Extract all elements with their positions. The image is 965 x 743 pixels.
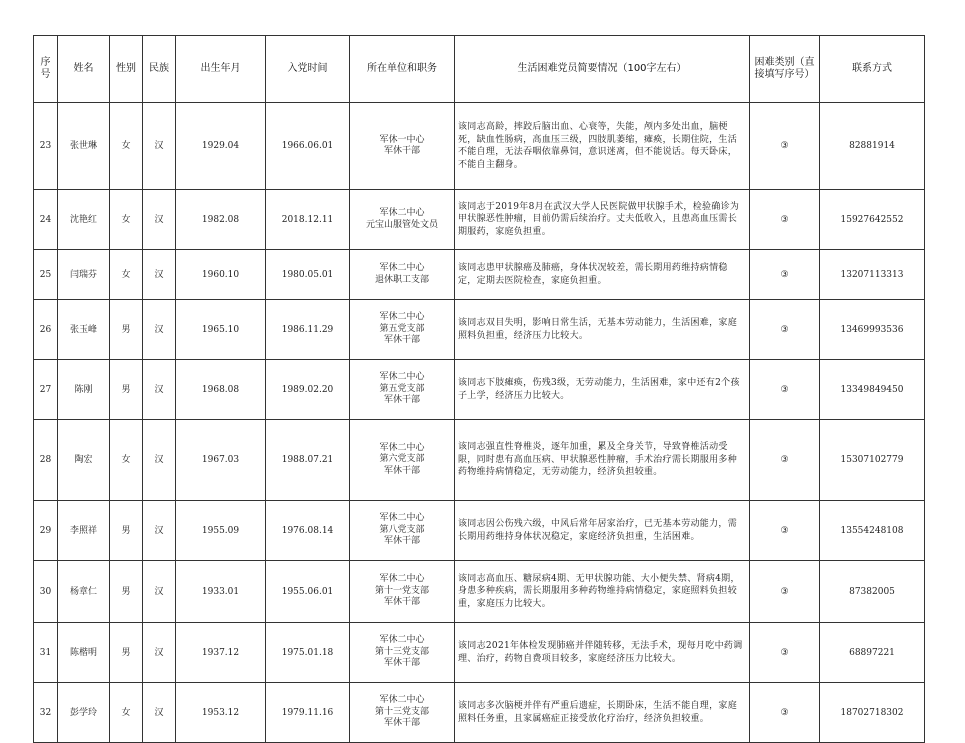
cell-ethnicity: 汉 <box>143 561 176 623</box>
cell-contact: 87382005 <box>820 561 925 623</box>
cell-name: 彭学玲 <box>58 683 110 743</box>
unit-line: 军休干部 <box>383 146 420 156</box>
cell-name: 闫瑞芬 <box>58 250 110 300</box>
table-row <box>34 501 925 561</box>
header-row <box>34 36 925 103</box>
col-header-category: 困难类别（直接填写序号） <box>750 36 820 103</box>
unit-line: 第五党支部 <box>379 323 425 334</box>
cell-category: ③ <box>750 420 820 501</box>
cell-contact: 13349849450 <box>820 360 925 420</box>
cell-ethnicity: 汉 <box>143 360 176 420</box>
unit-line: 军休二中心 <box>379 513 425 524</box>
cell-unit <box>350 623 455 683</box>
table-row <box>34 360 925 420</box>
cell-birth: 1955.09 <box>176 501 266 561</box>
cell-contact: 15307102779 <box>820 420 925 501</box>
unit-line: 军休二中心 <box>379 574 425 585</box>
cell-name: 陶宏 <box>58 420 110 501</box>
cell-name: 李照祥 <box>58 501 110 561</box>
cell-name: 张世琳 <box>58 103 110 190</box>
table-row <box>34 561 925 623</box>
cell-gender: 男 <box>110 360 143 420</box>
cell-category: ③ <box>750 190 820 250</box>
unit-line: 军休干部 <box>383 597 420 608</box>
col-header-join: 入党时间 <box>266 36 350 103</box>
cell-unit <box>350 103 455 190</box>
col-header-ethnicity: 民族 <box>143 36 176 103</box>
cell-contact: 13207113313 <box>820 250 925 300</box>
col-header-birth: 出生年月 <box>176 36 266 103</box>
cell-gender: 女 <box>110 420 143 501</box>
col-header-name: 姓名 <box>58 36 110 103</box>
unit-line: 军休二中心 <box>379 312 425 323</box>
cell-situation: 该同志因公伤残六级，中风后常年居家治疗，已无基本劳动能力，需长期用药维持身体状况稳定，家庭经济负担重，生活困难。 <box>455 501 750 561</box>
cell-situation: 该同志下肢瘫痪，伤残3级，无劳动能力，生活困难，家中还有2个孩子上学，经济压力比较大。 <box>455 360 750 420</box>
cell-unit <box>350 683 455 743</box>
unit-line: 军休干部 <box>383 658 420 669</box>
cell-birth: 1953.12 <box>176 683 266 743</box>
cell-ethnicity: 汉 <box>143 623 176 683</box>
cell-join: 1988.07.21 <box>266 420 350 501</box>
cell-category: ③ <box>750 501 820 561</box>
cell-birth: 1929.04 <box>176 103 266 190</box>
cell-category: ③ <box>750 250 820 300</box>
table-row <box>34 300 925 360</box>
cell-no: 29 <box>34 501 58 561</box>
cell-contact: 15927642552 <box>820 190 925 250</box>
cell-name: 沈艳红 <box>58 190 110 250</box>
cell-join: 1979.11.16 <box>266 683 350 743</box>
unit-line: 军休二中心 <box>379 635 425 646</box>
cell-gender: 男 <box>110 501 143 561</box>
cell-category: ③ <box>750 623 820 683</box>
unit-line: 退休职工支部 <box>374 274 429 285</box>
cell-join: 2018.12.11 <box>266 190 350 250</box>
cell-category: ③ <box>750 103 820 190</box>
cell-category: ③ <box>750 360 820 420</box>
cell-join: 1975.01.18 <box>266 623 350 683</box>
unit-line: 第十三党支部 <box>374 706 429 717</box>
cell-join: 1955.06.01 <box>266 561 350 623</box>
cell-no: 28 <box>34 420 58 501</box>
table-row <box>34 250 925 300</box>
unit-line: 军休一中心 <box>379 134 425 145</box>
cell-name: 张玉峰 <box>58 300 110 360</box>
cell-gender: 女 <box>110 683 143 743</box>
unit-line: 元宝山服管处文员 <box>365 219 438 230</box>
cell-birth: 1967.03 <box>176 420 266 501</box>
unit-line: 军休干部 <box>383 465 420 476</box>
cell-gender: 男 <box>110 561 143 623</box>
cell-ethnicity: 汉 <box>143 190 176 250</box>
unit-line: 军休二中心 <box>379 372 425 383</box>
unit-line: 军休二中心 <box>379 263 425 273</box>
cell-birth: 1937.12 <box>176 623 266 683</box>
unit-line: 第十三党支部 <box>374 646 429 657</box>
cell-join: 1980.05.01 <box>266 250 350 300</box>
unit-line: 第五党支部 <box>379 383 425 394</box>
cell-unit <box>350 190 455 250</box>
cell-category: ③ <box>750 683 820 743</box>
cell-situation: 该同志高血压、糖尿病4期、无甲状腺功能、大小便失禁、肾病4期，身患多种疾病，需长期服用多种药物维持病情稳定，家庭照料负担较重，家庭压力比较大。 <box>455 561 750 623</box>
table-body <box>34 103 925 743</box>
cell-contact: 68897221 <box>820 623 925 683</box>
table-row <box>34 683 925 743</box>
unit-line: 军休干部 <box>383 395 420 406</box>
cell-join: 1966.06.01 <box>266 103 350 190</box>
cell-contact: 13554248108 <box>820 501 925 561</box>
col-header-gender: 性别 <box>110 36 143 103</box>
cell-situation: 该同志双目失明，影响日常生活，无基本劳动能力，生活困难，家庭照料负担重，经济压力比较大。 <box>455 300 750 360</box>
table-row <box>34 103 925 190</box>
cell-name: 陈刚 <box>58 360 110 420</box>
col-header-no: 序号 <box>34 36 58 103</box>
unit-line: 第十一党支部 <box>374 585 429 596</box>
unit-line: 军休干部 <box>383 335 420 346</box>
cell-birth: 1960.10 <box>176 250 266 300</box>
col-header-situation: 生活困难党员简要情况（100字左右） <box>455 36 750 103</box>
difficult-members-table <box>33 35 925 743</box>
cell-gender: 女 <box>110 190 143 250</box>
cell-name: 杨章仁 <box>58 561 110 623</box>
cell-situation: 该同志多次脑梗并伴有严重后遗症，长期卧床，生活不能自理，家庭照料任务重，且家属癌症正接受放化疗治疗，经济负担较重。 <box>455 683 750 743</box>
cell-situation: 该同志2021年体检发现肺癌并伴随转移，无法手术，现每月吃中药调理、治疗，药物自费项目较多，家庭经济压力比较大。 <box>455 623 750 683</box>
cell-situation: 该同志患甲状腺癌及肺癌，身体状况较差，需长期用药维持病情稳定，定期去医院检查，家庭负担重。 <box>455 250 750 300</box>
cell-ethnicity: 汉 <box>143 300 176 360</box>
cell-contact: 82881914 <box>820 103 925 190</box>
cell-unit <box>350 501 455 561</box>
cell-join: 1986.11.29 <box>266 300 350 360</box>
unit-line: 军休干部 <box>383 718 420 729</box>
cell-gender: 男 <box>110 300 143 360</box>
cell-birth: 1965.10 <box>176 300 266 360</box>
cell-birth: 1968.08 <box>176 360 266 420</box>
cell-ethnicity: 汉 <box>143 420 176 501</box>
cell-gender: 女 <box>110 250 143 300</box>
cell-join: 1989.02.20 <box>266 360 350 420</box>
cell-no: 26 <box>34 300 58 360</box>
cell-join: 1976.08.14 <box>266 501 350 561</box>
cell-birth: 1933.01 <box>176 561 266 623</box>
table-row <box>34 420 925 501</box>
col-header-contact: 联系方式 <box>820 36 925 103</box>
cell-unit <box>350 561 455 623</box>
cell-unit <box>350 420 455 501</box>
cell-no: 25 <box>34 250 58 300</box>
cell-no: 30 <box>34 561 58 623</box>
unit-line: 军休二中心 <box>379 208 425 218</box>
cell-situation: 该同志高龄，摔跤后脑出血、心衰等，失能，颅内多处出血，脑梗死，缺血性肠病，高血压三级，四肢肌萎缩，瘫痪，长期住院，生活不能自理，无法吞咽依靠鼻饲，意识迷离，但不能说话。每天卧床，不能自主翻身。 <box>455 103 750 190</box>
unit-line: 军休二中心 <box>379 442 425 453</box>
unit-line: 军休二中心 <box>379 695 425 706</box>
cell-no: 27 <box>34 360 58 420</box>
cell-no: 23 <box>34 103 58 190</box>
cell-no: 31 <box>34 623 58 683</box>
unit-line: 第六党支部 <box>379 454 425 465</box>
cell-unit <box>350 250 455 300</box>
unit-line: 第八党支部 <box>379 524 425 535</box>
cell-gender: 女 <box>110 103 143 190</box>
cell-situation: 该同志强直性脊椎炎，逐年加重，累及全身关节，导致脊椎活动受限，同时患有高血压病、甲状腺恶性肿瘤，手术治疗需长期服用多种药物维持病情稳定，无劳动能力，经济负担较重。 <box>455 420 750 501</box>
cell-unit <box>350 300 455 360</box>
cell-ethnicity: 汉 <box>143 250 176 300</box>
table-row <box>34 623 925 683</box>
cell-category: ③ <box>750 300 820 360</box>
cell-contact: 18702718302 <box>820 683 925 743</box>
cell-gender: 男 <box>110 623 143 683</box>
col-header-unit: 所在单位和职务 <box>350 36 455 103</box>
cell-name: 陈楷明 <box>58 623 110 683</box>
cell-contact: 13469993536 <box>820 300 925 360</box>
cell-ethnicity: 汉 <box>143 683 176 743</box>
cell-ethnicity: 汉 <box>143 103 176 190</box>
cell-unit <box>350 360 455 420</box>
cell-category: ③ <box>750 561 820 623</box>
unit-line: 军休干部 <box>383 536 420 547</box>
cell-no: 24 <box>34 190 58 250</box>
cell-situation: 该同志于2019年8月在武汉大学人民医院做甲状腺手术，检验确诊为甲状腺恶性肿瘤，目前仍需后续治疗。丈夫低收入，且患高血压需长期服药，家庭负担重。 <box>455 190 750 250</box>
cell-no: 32 <box>34 683 58 743</box>
cell-ethnicity: 汉 <box>143 501 176 561</box>
table-row <box>34 190 925 250</box>
cell-birth: 1982.08 <box>176 190 266 250</box>
